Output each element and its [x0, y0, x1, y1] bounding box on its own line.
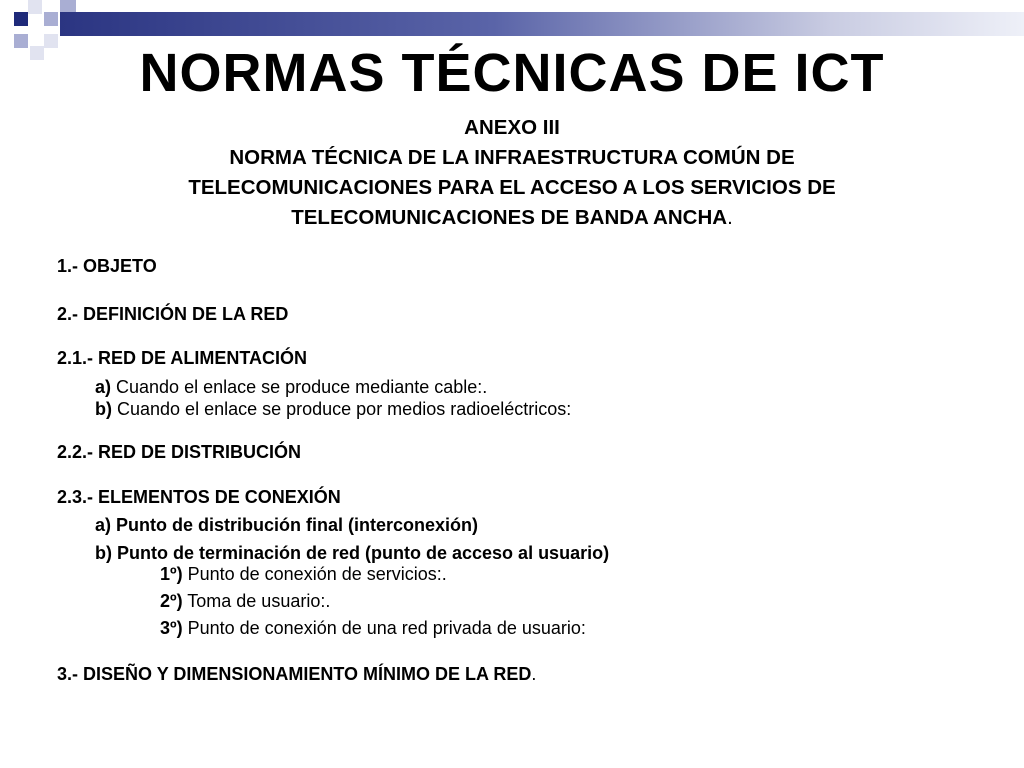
- subtitle-line: TELECOMUNICACIONES DE BANDA ANCHA.: [291, 206, 733, 229]
- section-red-distribucion: 2.2.- RED DE DISTRIBUCIÓN: [57, 442, 302, 462]
- section-elementos-conexion: 2.3.- ELEMENTOS DE CONEXIÓN: [57, 487, 341, 507]
- list-item-punto-distribucion: a) Punto de distribución final (interconexión): [95, 515, 479, 535]
- square-decoration: [14, 12, 28, 26]
- sublist-item-conexion-servicios: 1º) Punto de conexión de servicios:.: [160, 564, 447, 584]
- slide-title: NORMAS TÉCNICAS DE ICT: [139, 43, 885, 103]
- square-decoration: [44, 12, 58, 26]
- list-item-radio: b) Cuando el enlace se produce por medios radioeléctricos:: [95, 399, 572, 419]
- header-band-decoration: [60, 12, 1024, 36]
- subtitle-line: NORMA TÉCNICA DE LA INFRAESTRUCTURA COMÚN DE: [229, 146, 795, 169]
- section-diseno-red: 3.- DISEÑO Y DIMENSIONAMIENTO MÍNIMO DE LA RED.: [57, 664, 537, 684]
- list-item-cable: a) Cuando el enlace se produce mediante cable:.: [95, 377, 488, 397]
- subtitle-line: TELECOMUNICACIONES PARA EL ACCESO A LOS SERVICIOS DE: [188, 176, 836, 199]
- section-objeto: 1.- OBJETO: [57, 256, 157, 276]
- annex-label: ANEXO III: [464, 116, 560, 139]
- section-red-alimentacion: 2.1.- RED DE ALIMENTACIÓN: [57, 348, 308, 368]
- sublist-item-toma-usuario: 2º) Toma de usuario:.: [160, 591, 331, 611]
- square-decoration: [28, 0, 42, 14]
- square-decoration: [60, 0, 76, 12]
- sublist-item-red-privada: 3º) Punto de conexión de una red privada de usuario:: [160, 618, 586, 638]
- slide-subtitle: [80, 113, 944, 233]
- section-definicion-red: 2.- DEFINICIÓN DE LA RED: [57, 304, 289, 324]
- list-item-punto-terminacion: b) Punto de terminación de red (punto de acceso al usuario): [95, 543, 610, 563]
